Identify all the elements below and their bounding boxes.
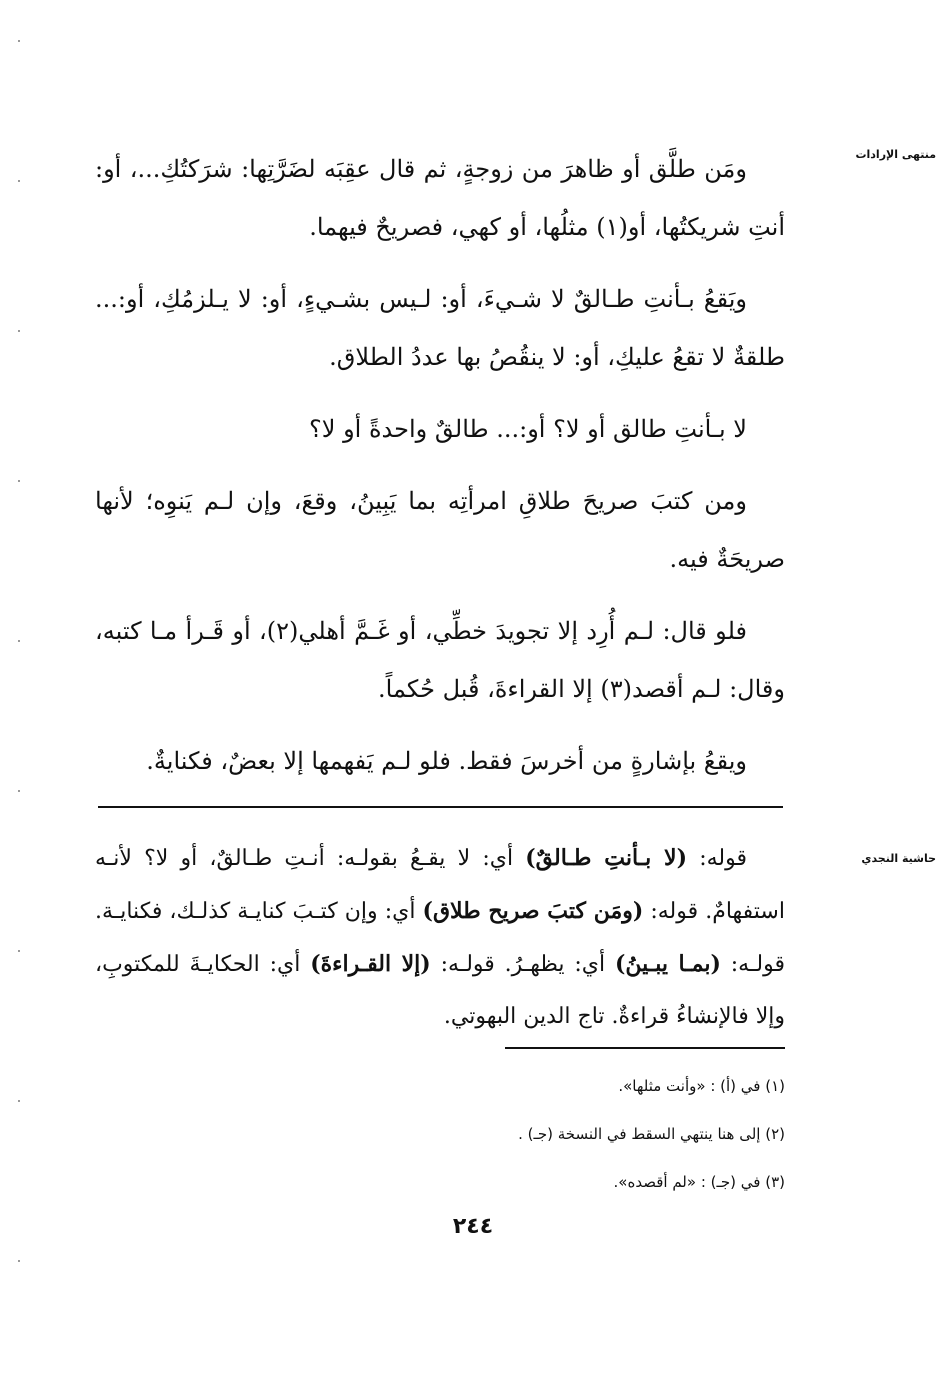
footnote: (٢) إلى هنا ينتهي السقط في النسخة (جـ) . bbox=[518, 1125, 785, 1143]
commentary-text: أي: لا يقـعُ بقولـه: أنـتِ طـالقٌ، أو لا؟ لأنـه استفهامٌ. قوله: bbox=[95, 846, 785, 924]
scan-speck bbox=[18, 1260, 20, 1262]
main-paragraph: ويَقعُ بـأنتِ طـالقٌ لا شـيءَ، أو: لـيس بشـيءٍ، أو: لا يـلزمُكِ، أو:... طلقةٌ لا تقعُ عليكِ، أو: لا ينقُصُ بها عددُ الطلاق. bbox=[95, 285, 785, 371]
commentary-paragraph bbox=[95, 832, 785, 1043]
footnote: (٣) في (جـ) : «لم أقصده». bbox=[613, 1173, 785, 1191]
scan-speck bbox=[18, 1100, 20, 1102]
commentary-quote: (بمـا يبـينُ) bbox=[615, 951, 721, 977]
main-text bbox=[95, 140, 785, 804]
footnote: (١) في (أ) : «وأنت مثلها». bbox=[618, 1077, 785, 1095]
footnote-divider bbox=[505, 1047, 785, 1049]
main-paragraph: ويقعُ بإشارةٍ من أخرسَ فقط. فلو لـم يَفهمها إلا بعضٌ، فكنايةٌ. bbox=[146, 747, 747, 775]
main-paragraph: ومَن طلَّق أو ظاهرَ من زوجةٍ، ثم قال عقِبَه لضَرَّتِها: شرَكتُكِ...، أو: أنتِ شريكتُها، أو(١) مثلُها، أو كهي، فصريحٌ فيهما. bbox=[95, 155, 785, 241]
main-paragraph: ومن كتبَ صريحَ طلاقِ امرأتِه بما يَبِينُ، وقعَ، وإن لـم يَنوِه؛ لأنها صريحَةٌ فيه. bbox=[95, 487, 785, 573]
scan-speck bbox=[18, 40, 20, 42]
scan-speck bbox=[18, 950, 20, 952]
margin-label-commentary: حاشية النجدي bbox=[861, 852, 936, 865]
commentary-quote: (لا بـأنتِ طـالقٌ) bbox=[525, 845, 688, 871]
commentary-quote: (إلا القـراءةَ) bbox=[310, 951, 431, 977]
scan-speck bbox=[18, 640, 20, 642]
scan-speck bbox=[18, 180, 20, 182]
main-paragraph: فلو قال: لـم أُرِد إلا تجويدَ خطِّي، أو غَـمَّ أهلي(٢)، أو قَـرأ مـا كتبه، وقال: لـم أقصد(٣) إلا القراءةَ، قُبل حُكماً. bbox=[95, 617, 785, 703]
commentary-text: قوله: bbox=[687, 846, 747, 871]
commentary-text: أي: يظهـرُ. قولـه: bbox=[430, 952, 615, 977]
main-paragraph: لا بـأنتِ طالق أو لا؟ أو:... طالقٌ واحدةً أو لا؟ bbox=[309, 415, 747, 443]
margin-label-main: منتهى الإرادات bbox=[855, 148, 936, 161]
scan-speck bbox=[18, 480, 20, 482]
scan-speck bbox=[18, 790, 20, 792]
commentary-text: أي: الحكايـةَ للمكتوبِ، وإلا فالإنشاءُ قراءةٌ. تاج الدين البهوتي. bbox=[95, 952, 785, 1029]
footnotes bbox=[300, 1062, 785, 1206]
scan-speck bbox=[18, 330, 20, 332]
section-divider bbox=[98, 806, 783, 808]
page-number: ٢٤٤ bbox=[452, 1214, 494, 1239]
commentary-text: أي: وإن كتـبَ كنايـة كذلـك، فكنايـة. قولـه: bbox=[95, 899, 786, 977]
commentary-quote: (ومَن كتبَ صريح طلاق) bbox=[422, 898, 644, 924]
